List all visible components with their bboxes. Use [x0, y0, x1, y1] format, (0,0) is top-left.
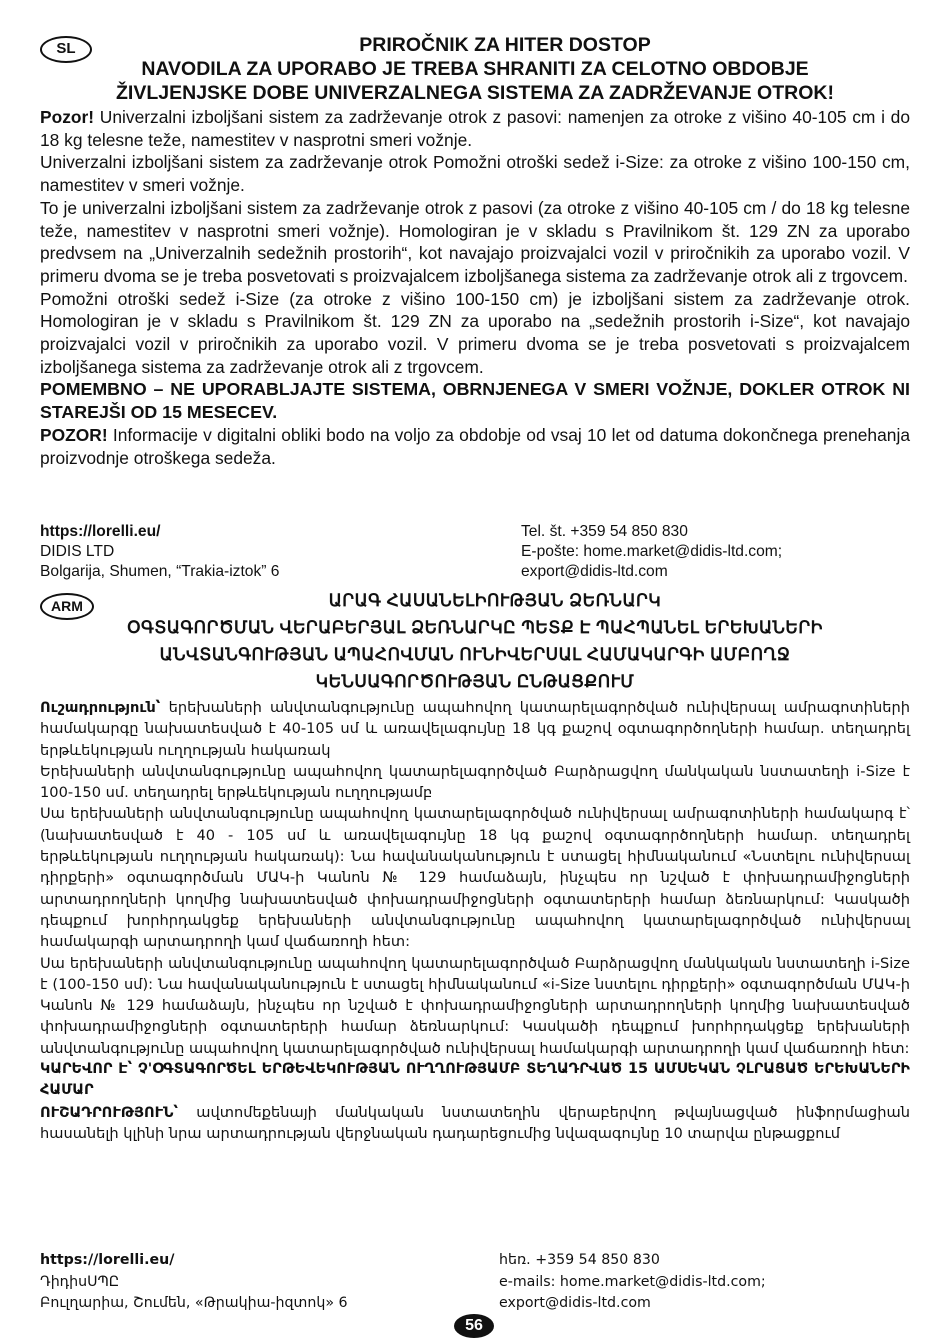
- sl-paragraph-5-text: Informacije v digitalni obliki bodo na voljo za obdobje od vsaj 10 let od datuma dokončnega prenehanja proizvodnje otroškega sedeža.: [40, 424, 910, 468]
- arm-important-warning: ԿԱՐԵՎՈՐ Է՝ Չ'ՕԳՏԱԳՈՐԾԵԼ ԵՐԹԵՎԵԿՈՒԹՅԱՆ ՈՒՂՂՈՒԹՅԱՄԲ ՏԵՂԱԴՐՎԱԾ 15 ԱՄՍԵԿԱՆ ՉԼՐԱՑԱԾ ԵՐԵԽԱՆԵՐԻ ՀԱՄԱՐ: [40, 1061, 910, 1099]
- arm-paragraph-1: [40, 697, 910, 761]
- sl-pozor-label: POZOR!: [40, 424, 108, 445]
- arm-paragraph-4: Սա երեխաների անվտանգությունը ապահովող կատարելագործված Բարձրացվող մանկական նստատեղի i-Size է (100-150 սմ): Նա հավանականություն է ստացել հիմնականում «i-Size նստելու դիրքերի» օգտագործման ՄԱԿ-ի Կանոն № 129 համաձայն, ինչպես որ նշված է փոխադրամիջոցների արտադրողների կողմից նախատեսված փոխադրամիջոցների օգտատերերի համար ձեռնարկում: Կասկածի դեպքում խորհրդակցեք երեխաների անվտանգությունը ապահովող կատարելագործված ունիվերսալ համակարգի արտադրողի կամ վաճառողի հետ:: [40, 954, 910, 1057]
- sl-title-line-1: PRIROČNIK ZA HITER DOSTOP: [359, 34, 651, 56]
- sl-body: [40, 106, 910, 469]
- arm-caution-label: Ուշադրություն՝: [40, 699, 161, 716]
- arm-paragraph-3: Սա երեխաների անվտանգությունը ապահովող կատարելագործված ունիվերսալ ամրագոտիների համակարգ է՝ (նախատեսված է 40 - 105 սմ և առավելագույնը 18 կգ քաշով օգտագործողների համար. տեղադրել երթևեկության ուղղության հակառակ): Նա հավանականություն է ստացել հիմնականում «Նստելու ունիվերսալ դիրքերի» օգտագործման ՄԱԿ-ի Կանոն № 129 համաձայն, ինչպես որ նշված է փոխադրամիջոցների արտադրողների կողմից նախատեսված փոխադրամիջոցների օգտատերերի համար ձեռնարկում: Կասկածի դեպքում խորհրդակցեք երեխաների անվտանգությունը ապահովող կատարելագործված ունիվերսալ համակարգի արտադրողի կամ վաճառողի հետ:: [40, 805, 910, 951]
- sl-caution-label: Pozor!: [40, 107, 95, 127]
- language-badge-sl: SL: [40, 36, 92, 63]
- sl-phone: Tel. št. +359 54 850 830: [521, 523, 688, 540]
- arm-title-line-2: ՕԳՏԱԳՈՐԾՄԱՆ ՎԵՐԱԲԵՐՅԱԼ ՁԵՌՆԱՐԿԸ ՊԵՏՔ Է ՊԱՀՊԱՆԵԼ ԵՐԵԽԱՆԵՐԻ: [127, 618, 823, 637]
- arm-title-line-3: ԱՆՎՏԱՆԳՈՒԹՅԱՆ ԱՊԱՀՈՎՄԱՆ ՈՒՆԻՎԵՐՍԱԼ ՀԱՄԱԿԱՐԳԻ ԱՄԲՈՂՋ: [159, 645, 791, 664]
- sl-email-1[interactable]: E-pošte: home.market@didis-ltd.com;: [521, 543, 783, 561]
- arm-body: [40, 697, 910, 1144]
- arm-paragraph-2: Երեխաների անվտանգությունը ապահովող կատարելագործված Բարձրացվող մանկական նստատեղի i-Size է 100-150 սմ. տեղադրել երթևեկության ուղղությամբ: [40, 762, 910, 802]
- sl-website-link[interactable]: https://lorelli.eu/: [40, 523, 161, 540]
- sl-title-line-2: NAVODILA ZA UPORABO JE TREBA SHRANITI ZA CELOTNO OBDOBJE: [141, 58, 809, 80]
- arm-email-1[interactable]: e-mails: home.market@didis-ltd.com;: [499, 1273, 766, 1290]
- arm-paragraph-1-text: երեխաների անվտանգությունը ապահովող կատարելագործված ունիվերսալ ամրագոտիների համակարգը նախատեսված է 40-105 սմ և առավելագույնը 18 կգ քաշով օգտագործողների համար. տեղադրել երթևեկության ուղղության հակառակ: [40, 699, 910, 759]
- sl-contact-left: [40, 522, 279, 583]
- language-badge-arm: ARM: [40, 593, 94, 620]
- arm-phone: հեռ. +359 54 850 830: [499, 1252, 660, 1268]
- arm-company-name: ԴիդիսՍՊԸ: [40, 1273, 120, 1290]
- sl-paragraph-1-text: Univerzalni izboljšani sistem za zadrževanje otrok z pasovi: namenjen za otroke z višino 40-105 cm i do 18 kg telesne teže, namestitev v nasprotni smeri vožnje.: [40, 107, 910, 150]
- sl-company-name: DIDIS LTD: [40, 543, 115, 561]
- sl-paragraph-5: [40, 424, 910, 469]
- arm-website-link[interactable]: https://lorelli.eu/: [40, 1252, 175, 1268]
- sl-paragraph-2: Univerzalni izboljšani sistem za zadrževanje otrok Pomožni otroški sedež i-Size: za otroke z višino 100-150 cm, namestitev v smeri vožnje.: [40, 152, 910, 196]
- arm-company-address: Բուլղարիա, Շումեն, «Թրակիա-իզտոկ» 6: [40, 1295, 348, 1311]
- sl-paragraph-1: [40, 106, 910, 151]
- page-number-badge: 56: [454, 1314, 494, 1338]
- arm-email-2[interactable]: export@didis-ltd.com: [499, 1295, 651, 1311]
- sl-paragraph-4: Pomožni otroški sedež i-Size (za otroke z višino 100-150 cm) je izboljšani sistem za zadrževanje otrok. Homologiran je v skladu s Pravilnikom št. 129 ZN za uporabo na „sedežnih prostorih i-Size“, kot navajajo proizvajalci vozil v priročnikih za uporabo vozil. V primeru dvoma se je treba posvetovati s proizvajalcem izboljšanega sistema za zadrževanje otrok ali z trgovcem.: [40, 288, 910, 377]
- arm-title-line-1: ԱՐԱԳ ՀԱՍԱՆԵԼԻՈՒԹՅԱՆ ՁԵՌՆԱՐԿ: [328, 591, 662, 610]
- sl-paragraph-3: To je univerzalni izboljšani sistem za zadrževanje otrok z pasovi (za otroke z višino 40-105 cm / do 18 kg telesne teže, namestitev v nasprotni smeri vožnje). Homologiran je v skladu s Pravilnikom št. 129 ZN za uporabo predvsem na „Univerzalnih sedežnih prostorih“, kot navajajo proizvajalci vozil v priročnikih za uporabo vozil. V primeru dvoma se je treba posvetovati s proizvajalcem izboljšanega sistema za zadrževanje otrok ali z trgovcem.: [40, 197, 910, 286]
- sl-title-line-3: ŽIVLJENJSKE DOBE UNIVERZALNEGA SISTEMA ZA ZADRŽEVANJE OTROK!: [116, 82, 834, 104]
- arm-contact-left: [40, 1250, 348, 1315]
- arm-attention-label: ՈՒՇԱԴՐՈՒԹՅՈՒՆ՝: [40, 1103, 179, 1121]
- arm-contact-right: [499, 1250, 766, 1315]
- sl-contact-right: [521, 522, 782, 583]
- arm-paragraph-5: [40, 1102, 910, 1145]
- arm-paragraph-5-text: ավտոմեքենայի մանկական նստատեղին վերաբերվող թվայնացված ինֆորմացիան հասանելի կլինի նրա արտադրության վերջնական դադարեցումից նվազագույնը 10 տարվա ընթացքում: [40, 1103, 910, 1142]
- arm-title-line-4: ԿԵՆՍԱԳՈՐԾՈՒԹՅԱՆ ԸՆԹԱՑՔՈՒՄ: [315, 672, 635, 691]
- sl-company-address: Bolgarija, Shumen, “Trakia-iztok” 6: [40, 563, 280, 581]
- sl-important-warning: POMEMBNO – NE UPORABLJAJTE SISTEMA, OBRNJENEGA V SMERI VOŽNJE, DOKLER OTROK NI STAREJŠI OD 15 MESECEV.: [40, 379, 910, 423]
- sl-email-2[interactable]: export@didis-ltd.com: [521, 563, 668, 581]
